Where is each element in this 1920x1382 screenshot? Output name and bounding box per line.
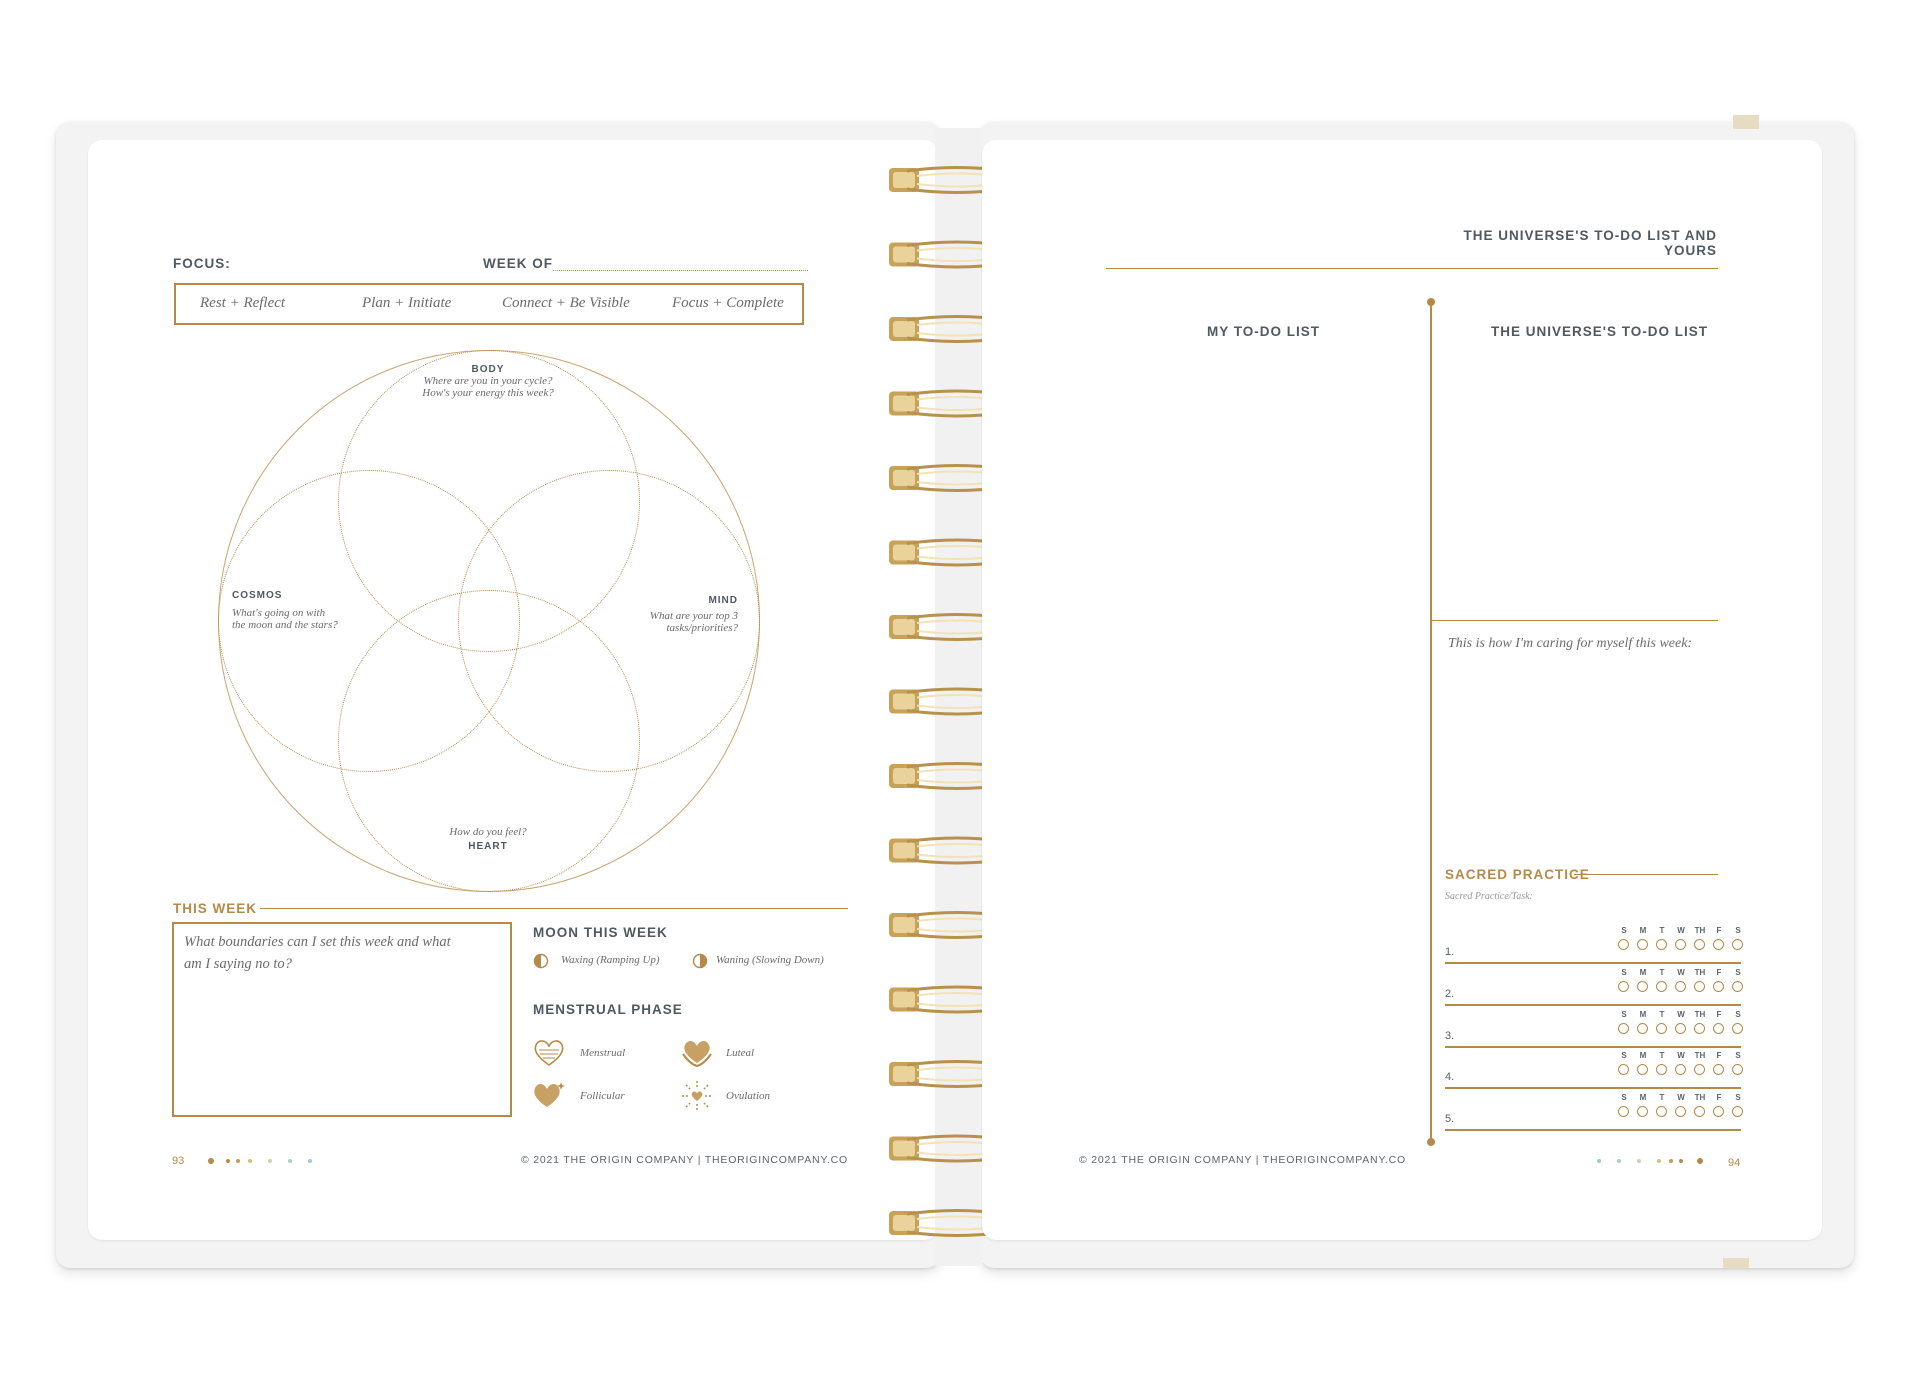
day-checkboxes [1617,968,1741,1000]
sacred-practice-tracker [1445,926,1741,1156]
heart-hands-icon [680,1038,714,1068]
day-label: M [1639,1010,1647,1019]
focus-option[interactable]: Plan + Initiate [362,295,452,311]
day-checkbox[interactable] [1656,1106,1667,1117]
venn-heart-label: How do you feel? HEART [449,826,527,852]
day-checkbox[interactable] [1732,1023,1743,1034]
heart-outline-icon [532,1038,566,1068]
sacred-practice-rule [1574,874,1718,875]
day-checkbox[interactable] [1675,1023,1686,1034]
day-label: S [1621,1051,1627,1060]
day-checkbox[interactable] [1713,1106,1724,1117]
day-checkbox[interactable] [1618,939,1629,950]
day-checkbox[interactable] [1694,1023,1705,1034]
tracker-row[interactable]: 4. S M T W TH F S [1445,1051,1741,1089]
tracker-row[interactable]: 3. S M T W TH F S [1445,1010,1741,1048]
divider-dot-top [1427,298,1435,306]
focus-option[interactable]: Rest + Reflect [200,295,286,311]
day-label: T [1659,1093,1665,1102]
day-checkbox[interactable] [1637,1106,1648,1117]
page-dots-right [1597,1158,1707,1166]
focus-options-box [174,283,804,325]
week-of-label: WEEK OF [483,256,553,271]
this-week-box[interactable]: What boundaries can I set this week and what am I saying no to? [172,922,512,1117]
day-label: T [1659,1051,1665,1060]
menstrual-phase-label: MENSTRUAL PHASE [533,1002,683,1017]
day-checkbox[interactable] [1675,1106,1686,1117]
focus-option[interactable]: Connect + Be Visible [502,295,630,311]
half-moon-icon [692,953,708,969]
tracker-row[interactable]: 2. S M T W TH F S [1445,968,1741,1006]
day-label: TH [1694,926,1706,935]
tracker-row[interactable]: 5. S M T W TH F S [1445,1093,1741,1131]
day-label: M [1639,926,1647,935]
day-label: M [1639,1051,1647,1060]
self-care-rule [1432,620,1718,621]
day-checkbox[interactable] [1637,1023,1648,1034]
tracker-row[interactable]: 1. S M T W TH F S [1445,926,1741,964]
day-checkboxes [1617,1093,1741,1125]
my-todo-area[interactable] [1106,350,1422,1130]
day-checkbox[interactable] [1675,939,1686,950]
half-moon-icon [533,953,549,969]
day-checkbox[interactable] [1656,939,1667,950]
focus-option[interactable]: Focus + Complete [672,295,784,311]
day-label: S [1621,926,1627,935]
column-divider [1430,302,1432,1142]
day-checkbox[interactable] [1618,981,1629,992]
title-rule [1106,268,1718,269]
moon-this-week-label: MOON THIS WEEK [533,925,668,940]
page-title: THE UNIVERSE'S TO-DO LIST AND YOURS [1463,228,1717,258]
venn-cosmos-label: COSMOS What's going on with the moon and the stars? [232,590,338,631]
day-label: S [1621,1093,1627,1102]
day-checkbox[interactable] [1618,1064,1629,1075]
day-checkbox[interactable] [1732,1106,1743,1117]
day-checkbox[interactable] [1713,1023,1724,1034]
universe-todo-area[interactable] [1438,350,1718,750]
day-label: S [1735,926,1741,935]
day-label: TH [1694,1051,1706,1060]
day-label: F [1716,1093,1722,1102]
divider-dot-bottom [1427,1138,1435,1146]
universe-todo-label: THE UNIVERSE'S TO-DO LIST [1491,324,1708,339]
bookmark-ribbon-top [1733,115,1759,129]
day-label: W [1677,1010,1685,1019]
day-label: T [1659,926,1665,935]
day-checkbox[interactable] [1694,981,1705,992]
self-care-prompt[interactable]: This is how I'm caring for myself this week: [1448,636,1693,651]
day-label: S [1735,1010,1741,1019]
day-label: F [1716,968,1722,977]
day-checkbox[interactable] [1694,939,1705,950]
right-page [982,140,1822,1240]
day-checkbox[interactable] [1694,1106,1705,1117]
this-week-rule [260,908,848,909]
day-label: F [1716,926,1722,935]
this-week-label: THIS WEEK [173,901,258,916]
day-checkbox[interactable] [1675,981,1686,992]
day-label: T [1659,968,1665,977]
day-checkboxes [1617,1051,1741,1083]
sacred-practice-label: SACRED PRACTICE [1445,867,1590,882]
left-page: FOCUS: WEEK OF Rest + Reflect Plan + Initiate Connect + Be Visible Focus + Complete BODY Where are you in your cycle? How's your energy this week? COSMOS What's going on with the moon and the stars? MIND What are your top 3 tasks/priorities? How do you feel? HEART THIS WEEK What boundaries can I set this week and what am I saying no to? MOON THIS WEEK Waxing (Ramping Up) Waning (Slowing Down) MENSTRUAL PHASE Menstrual Luteal Follicular Ovulation 93 © 2021 THE ORIGIN COMPANY | THEORIGINCOMPANY.CO [88,140,938,1240]
heart-burst-icon [680,1080,714,1112]
day-checkbox[interactable] [1713,939,1724,950]
page-number-right: 94 [1728,1157,1741,1169]
day-label: S [1621,968,1627,977]
day-label: TH [1694,1010,1706,1019]
day-checkbox[interactable] [1618,1106,1629,1117]
day-label: W [1677,968,1685,977]
day-checkbox[interactable] [1656,981,1667,992]
day-checkbox[interactable] [1675,1064,1686,1075]
day-label: S [1735,968,1741,977]
day-label: W [1677,926,1685,935]
day-checkbox[interactable] [1732,981,1743,992]
day-checkbox[interactable] [1732,939,1743,950]
day-label: W [1677,1093,1685,1102]
day-checkbox[interactable] [1656,1064,1667,1075]
day-checkbox[interactable] [1618,1023,1629,1034]
day-checkbox[interactable] [1694,1064,1705,1075]
day-label: M [1639,968,1647,977]
focus-label: FOCUS: [173,256,231,271]
day-label: TH [1694,968,1706,977]
day-label: F [1716,1051,1722,1060]
venn-body-label: BODY Where are you in your cycle? How's your energy this week? [422,364,554,399]
venn-mind-label: MIND What are your top 3 tasks/priorities? [649,595,738,634]
week-of-line[interactable] [553,270,808,271]
day-checkbox[interactable] [1732,1064,1743,1075]
footer-copyright-left: © 2021 THE ORIGIN COMPANY | THEORIGINCOMPANY.CO [521,1154,848,1166]
day-label: S [1735,1093,1741,1102]
day-checkboxes [1617,1010,1741,1042]
page-dots-left [208,1158,338,1166]
footer-copyright-right: © 2021 THE ORIGIN COMPANY | THEORIGINCOMPANY.CO [1079,1154,1406,1166]
sacred-practice-sub: Sacred Practice/Task: [1445,891,1533,902]
day-label: T [1659,1010,1665,1019]
day-label: W [1677,1051,1685,1060]
day-checkbox[interactable] [1656,1023,1667,1034]
day-label: S [1621,1010,1627,1019]
page-number-left: 93 [172,1155,185,1167]
day-checkbox[interactable] [1637,939,1648,950]
my-todo-label: MY TO-DO LIST [1207,324,1321,339]
day-checkbox[interactable] [1637,1064,1648,1075]
day-label: M [1639,1093,1647,1102]
day-checkbox[interactable] [1713,981,1724,992]
bookmark-ribbon-bottom [1723,1258,1749,1268]
day-label: S [1735,1051,1741,1060]
day-checkbox[interactable] [1637,981,1648,992]
day-checkboxes [1617,926,1741,958]
day-label: F [1716,1010,1722,1019]
day-label: TH [1694,1093,1706,1102]
day-checkbox[interactable] [1713,1064,1724,1075]
heart-sparkle-icon [532,1080,566,1110]
